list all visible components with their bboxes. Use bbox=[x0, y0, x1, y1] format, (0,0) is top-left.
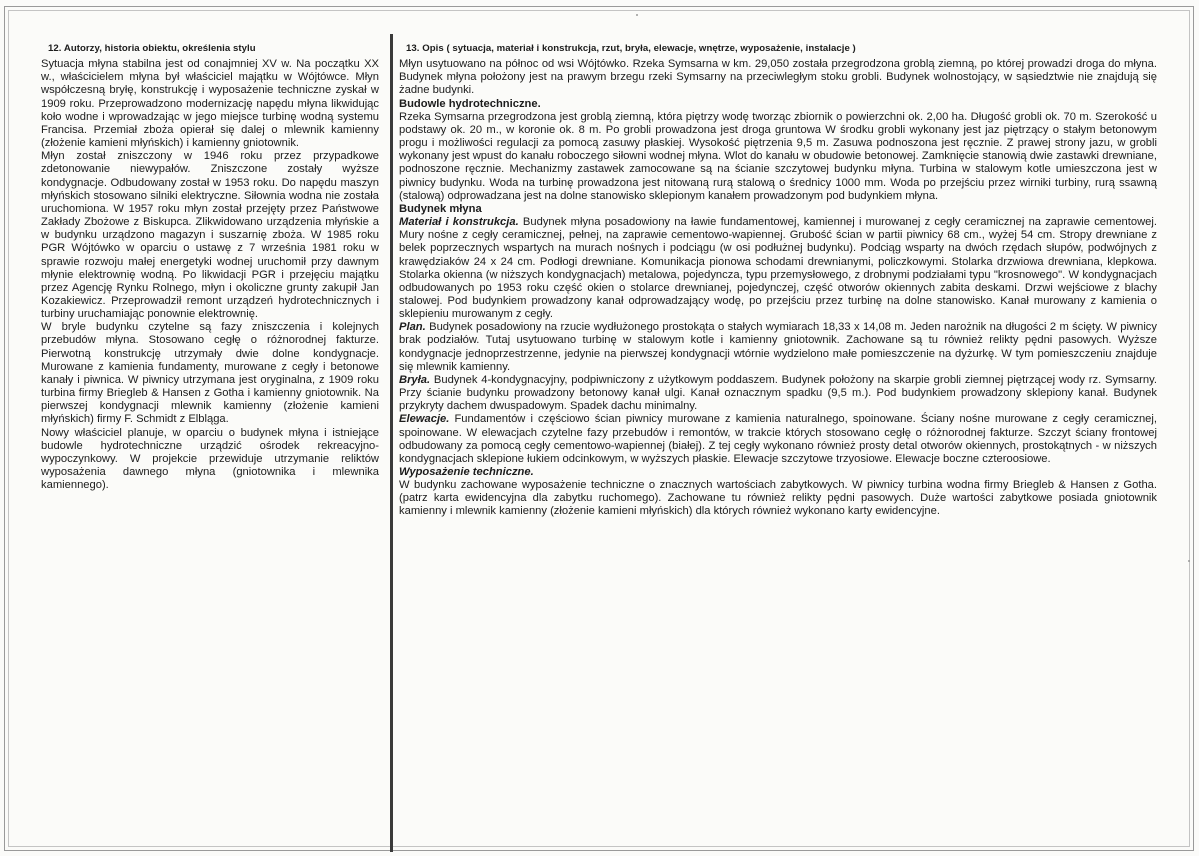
elewacje-label: Elewacje. bbox=[399, 413, 450, 426]
elewacje-text: Fundamentów i częściowo ścian piwnicy murowane z kamienia naturalnego, spoinowane. Ściany nośne murowane z cegły ceramicznej, spoinowane. W elewacjach czytelne fazy przebudów i remontów, w trakcie których stosowano cegłę o różnorodnej fakturze. Szczyt ściany frontowej odbudowany za pomocą cegły cementowo-wapiennej (białej). Z tej cegły wykonano również prosty detal otworów okiennych, prostokątnych - w niższych kondygnacjach sklepione łukiem odcinkowym, w wyższych płaskie. Elewacje szczytowe trzyosiowe. Elewacje boczne czteroosiowe. bbox=[399, 413, 1157, 465]
elewacje-paragraph bbox=[399, 413, 1157, 466]
bryla-label: Bryła. bbox=[399, 373, 431, 386]
scan-speck bbox=[636, 14, 638, 16]
building-subheading: Budynek młyna bbox=[399, 202, 482, 215]
history-paragraph-3: W bryle budynku czytelne są fazy zniszczenia i kolejnych przebudów młyna. Stosowano cegłę o różnorodnej fakturze. Pierwotną konstrukcję utrzymały dwie dolne kondygnacje. Murowane z kamienia fundamenty, murowane z cegły i betonowe kanały i piwnica. W piwnicy utrzymana jest oryginalna, z 1909 roku turbina firmy Briegleb & Hansen z Gotha i kamienny gniotownik. Na pierwszej kondygnacji mlewnik kamienny (złożenie kamieni młyńskich) firmy F. Schmidt z Elbląga. bbox=[41, 321, 379, 426]
plan-text: Budynek posadowiony na rzucie wydłużonego prostokąta o stałych wymiarach 18,33 x 14,08 m. Jeden narożnik na długości 2 m ścięty. W piwnicy brak podziałów. Tutaj usytuowano turbinę w stalowym kotle i kamienny gniotownik. Zachowane są tu również relikty pędni pasowych. Wyższe kondygnacje jednoprzestrzenne, jedynie na pierwszej kondygnacji wtórnie wydzielono małe pomieszczenie na dyżurkę. W tym pomieszczeniu znajduje się mlewnik kamienny. bbox=[399, 321, 1157, 373]
wyposazenie-paragraph: W budynku zachowane wyposażenie techniczne o znacznych wartościach zabytkowych. W piwnicy turbina wodna firmy Briegleb & Hansen z Gotha. (patrz karta ewidencyjna dla zabytku ruchomego). Zachowane tu również relikty pędni pasowych. Duże wartości zabytkowe posiada gniotownik kamienny i mlewnik kamienny (złożenie kamieni młyńskich) dla których również wykonano karty ewidencyjne. bbox=[399, 479, 1157, 518]
plan-label: Plan. bbox=[399, 321, 426, 334]
bryla-text: Budynek 4-kondygnacyjny, podpiwniczony z użytkowym poddaszem. Budynek położony na skarpie grobli ziemnej piętrzącej wody rz. Symsarny. Przy ścianie budynku prowadzony betonowy kanał ulgi. Kanał oznacznym spadku (9,5 m.). Pod budynkiem prowadzony sklepiony kanał. Budynek przykryty dachem dwuspadowym. Spadek dachu minimalny. bbox=[399, 373, 1157, 413]
section-12-heading: 12. Autorzy, historia obiektu, określenia stylu bbox=[48, 43, 256, 54]
hydro-subheading: Budowle hydrotechniczne. bbox=[399, 97, 541, 110]
scan-speck bbox=[1188, 560, 1190, 562]
history-paragraph-2: Młyn został zniszczony w 1946 roku przez przypadkowe zdetonowanie niewypałów. Zniszczone zostały wyższe kondygnacje. Odbudowany został w 1953 roku. Do napędu maszyn młyńskich stosowano silniki elektryczne. Siłownia wodna nie została uruchomiona. W 1957 roku młyn został przejęty przez Państwowe Zakłady Zbożowe z Biskupca. Zlikwidowano urządzenia młyńskie a w budynku urządzono magazyn i suszarnię zboża. W 1985 roku PGR Wójtówko w oparciu o ustawę z 7 września 1981 roku w sprawie rozwoju małej energetyki wodnej uruchomił przy dawnym młynie elektrownię wodną. Po likwidacji PGR i przejęciu majątku przez Agencję Rynku Rolnego, młyn i okoliczne grunty zakupił Jan Kozakiewicz. Przeprowadził remont urządzeń hydrotechnicznych i turbiny uruchamiając ponownie elektrownię. bbox=[41, 150, 379, 321]
history-paragraph-4: Nowy właściciel planuje, w oparciu o budynek młyna i istniejące budowle hydrotechniczne urządzić ośrodek rekreacyjno-wypoczynkowy. W projekcie przewiduje utrzymanie reliktów wyposażenia dawnego młyna (gniotownika i mlewnika kamiennego). bbox=[41, 426, 379, 492]
plan-paragraph bbox=[399, 321, 1157, 374]
description-column bbox=[399, 42, 1157, 519]
section-13-heading: 13. Opis ( sytuacja, materiał i konstrukcja, rzut, bryła, elewacje, wnętrze, wyposażenie, instalacje ) bbox=[406, 43, 856, 54]
intro-paragraph: Młyn usytuowano na północ od wsi Wójtówko. Rzeka Symsarna w km. 29,050 została przegrodzona groblą ziemną, po której prowadzi droga do młyna. Budynek młyna położony jest na prawym brzegu rzeki Symsarny na przeciwległym stoku grobli. Budynek wolnostojący, w sąsiedztwie nie znajdują się żadne budynki. bbox=[399, 58, 1157, 97]
column-divider bbox=[390, 34, 393, 852]
material-paragraph bbox=[399, 216, 1157, 321]
hydro-paragraph: Rzeka Symsarna przegrodzona jest groblą ziemną, która piętrzy wodę tworząc zbiornik o powierzchni ok. 2,00 ha. Długość grobli ok. 70 m. Szerokość u podstawy ok. 20 m., w koronie ok. 8 m. Po grobli prowadzona jest droga gruntowa W środku grobli wykonany jest jaz piętrzący o stałym betonowym progu i możliwości regulacji za pomocą zasuwy płaskiej. Wysokość piętrzenia 9,5 m. Zasuwa podnoszona jest ręcznie. Z prawej strony jazu, w grobli wykonany jest wpust do kanału roboczego siłowni wodnej młyna. Wlot do kanału w obudowie betonowej. Zamknięcie stanowią dwie zastawki drewniane, podnoszone ręcznie. Mechanizmy zastawek zamocowane są na ścianie szczytowej budynku młyna. Turbina w stalowym kotle umieszczona jest w piwnicy budynku. Woda na turbinę prowadzona jest nitowaną rurą stalową o średnicy 1000 mm. Woda po przejściu przez wirniki turbiny, rurą ssawną (stalową) odprowadzana jest na dolne stanowisko sklepionym kanałem prowadzonym pod budynkiem młyna. bbox=[399, 110, 1157, 202]
history-paragraph-1: Sytuacja młyna stabilna jest od conajmniej XV w. Na początku XX w., właścicielem młyna był właściciel majątku w Wójtówce. Młyn współczesną bryłę, konstrukcję i wyposażenie techniczne zyskał w 1909 roku. Przeprowadzono modernizację napędu młyna likwidując koło wodne i wprowadzając w jego miejsce turbinę wodną systemu Francisa. Przemiał zboża opierał się dalej o mlewnik kamienny (złożenie kamieni młyńskich) i kamienny gniotownik. bbox=[41, 58, 379, 150]
history-column bbox=[41, 42, 379, 492]
bryla-paragraph bbox=[399, 374, 1157, 413]
material-text: Budynek młyna posadowiony na ławie fundamentowej, kamiennej i murowanej z cegły ceramicznej na zaprawie cementowej. Mury nośne z cegły ceramicznej, pełnej, na zaprawie cementowo-wapiennej. Grubość ścian w partii piwnicy 68 cm., wyżej 54 cm. Stropy drewniane z belek poprzecznych wspartych na murach nośnych i podciągu (w osi podłużnej budynku). Podciąg wsparty na dwóch rzędach słupów, podwójnych z krawędziaków 24 x 24 cm. Podłogi drewniane. Komunikacja pionowa schodami drewnianymi, policzkowymi. Stolarka drzwiowa drewniana, klepkowa. Stolarka okienna (w niższych kondygnacjach) metalowa, pojedyncza, typu przemysłowego, z drobnymi podziałami typu "krosnowego". W kondygnacjach odbudowanych po 1953 roku część okien o stolarce drewnianej, pojedynczej, część otworów okiennych zabita deskami. Drzwi wejściowe z blachy stalowej. Pod budynkiem prowadzony kanał odprowadzający wodę, po przejściu przez turbinę na dolne stanowisko. Kanał murowany z kamienia o sklepieniu murowanym z cegły. bbox=[399, 216, 1157, 321]
material-label: Materiał i konstrukcja. bbox=[399, 216, 519, 229]
wyposazenie-subheading: Wyposażenie techniczne. bbox=[399, 466, 534, 478]
